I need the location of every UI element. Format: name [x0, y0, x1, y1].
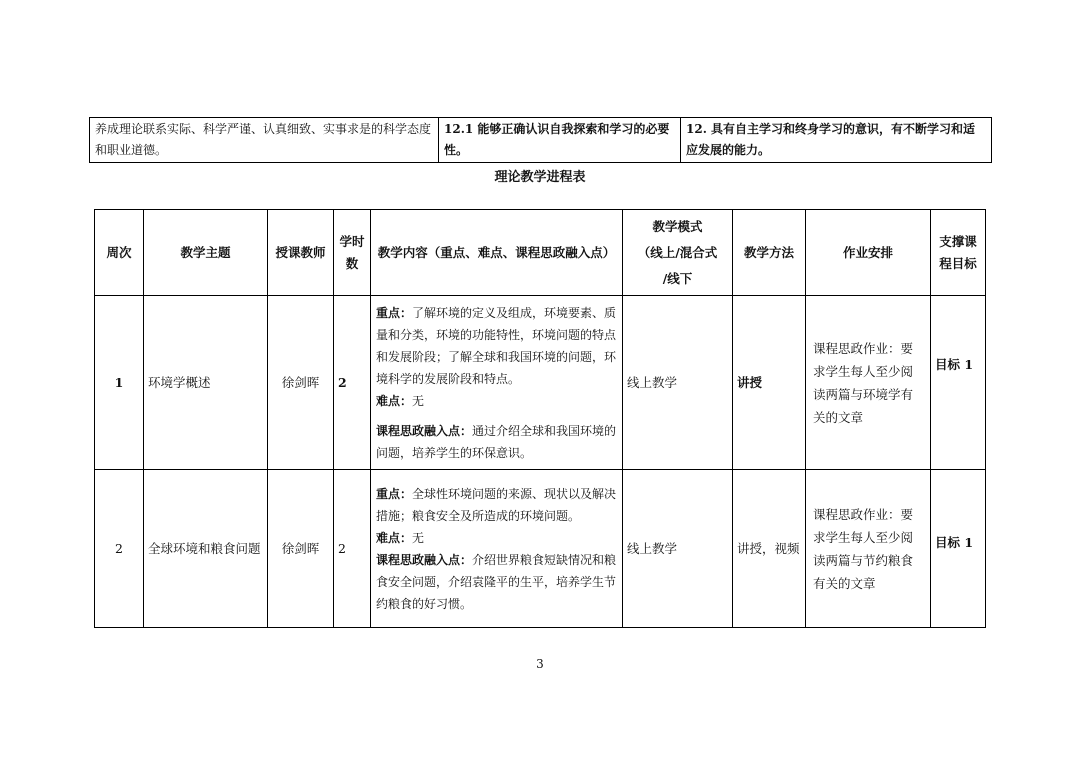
header-target: 支撑课程目标 [931, 210, 986, 296]
ideo-text: 通过介绍全球和我国环境的问题，培养学生的环保意识。 [376, 423, 617, 460]
difficulties [376, 527, 617, 549]
ideological-points [376, 549, 617, 615]
ideo-label: 课程思政融入点： [376, 423, 473, 438]
diff-text: 无 [412, 393, 425, 408]
diff-label: 难点： [376, 393, 413, 408]
objective-cell: 养成理论联系实际、科学严谨、认真细致、实事求是的科学态度和职业道德。 [90, 118, 439, 163]
topic-cell: 环境学概述 [144, 296, 268, 470]
header-teacher: 授课教师 [268, 210, 334, 296]
hours-cell: 2 [334, 296, 371, 470]
diff-label: 难点： [376, 530, 413, 545]
table-row [95, 296, 986, 470]
method-cell: 讲授 [733, 296, 806, 470]
key-text: 了解环境的定义及组成，环境要素、质量和分类，环境的功能特性，环境问题的特点和发展阶段；了解全球和我国环境的问题，环境科学的发展阶段和特点。 [376, 305, 617, 386]
teacher-cell: 徐剑晖 [268, 296, 334, 470]
key-label: 重点： [376, 305, 413, 320]
page-number: 3 [536, 657, 544, 671]
ideo-label: 课程思政融入点： [376, 552, 473, 567]
difficulties [376, 390, 617, 412]
week-cell: 1 [95, 296, 144, 470]
mode-cell: 线上教学 [623, 470, 733, 628]
mode-cell: 线上教学 [623, 296, 733, 470]
ideo-text: 介绍世界粮食短缺情况和粮食安全问题，介绍袁隆平的生平，培养学生节约粮食的好习惯。 [376, 552, 617, 611]
header-mode-line1: 教学模式 [652, 218, 703, 234]
key-points [376, 483, 617, 527]
homework-cell: 课程思政作业：要求学生每人至少阅读两篇与节约粮食有关的文章 [806, 470, 931, 628]
section-title: 理论教学进程表 [494, 170, 586, 185]
week-cell: 2 [95, 470, 144, 628]
header-hours: 学时数 [334, 210, 371, 296]
diff-text: 无 [412, 530, 425, 545]
header-mode-line3: /线下 [662, 270, 693, 286]
target-cell: 目标 1 [931, 470, 986, 628]
table-row [95, 470, 986, 628]
header-content: 教学内容（重点、难点、课程思政融入点） [371, 210, 623, 296]
hours-cell: 2 [334, 470, 371, 628]
objectives-continuation-table [89, 117, 992, 163]
key-label: 重点： [376, 486, 413, 501]
header-method: 教学方法 [733, 210, 806, 296]
header-homework: 作业安排 [806, 210, 931, 296]
requirement-cell: 12. 具有自主学习和终身学习的意识，有不断学习和适应发展的能力。 [681, 118, 992, 163]
method-cell: 讲授，视频 [733, 470, 806, 628]
table-row [90, 118, 992, 163]
topic-cell: 全球环境和粮食问题 [144, 470, 268, 628]
header-week: 周次 [95, 210, 144, 296]
ideological-points [376, 420, 617, 464]
content-cell [371, 470, 623, 628]
table-header-row [95, 210, 986, 296]
header-topic: 教学主题 [144, 210, 268, 296]
header-mode-line2: （线上/混合式 [637, 244, 718, 260]
homework-cell: 课程思政作业：要求学生每人至少阅读两篇与环境学有关的文章 [806, 296, 931, 470]
target-cell: 目标 1 [931, 296, 986, 470]
indicator-cell: 12.1 能够正确认识自我探索和学习的必要性。 [439, 118, 681, 163]
key-text: 全球性环境问题的来源、现状以及解决措施；粮食安全及所造成的环境问题。 [376, 486, 617, 523]
content-cell [371, 296, 623, 470]
teaching-schedule-table [94, 209, 986, 628]
teacher-cell: 徐剑晖 [268, 470, 334, 628]
key-points [376, 302, 617, 390]
header-mode [623, 210, 733, 296]
